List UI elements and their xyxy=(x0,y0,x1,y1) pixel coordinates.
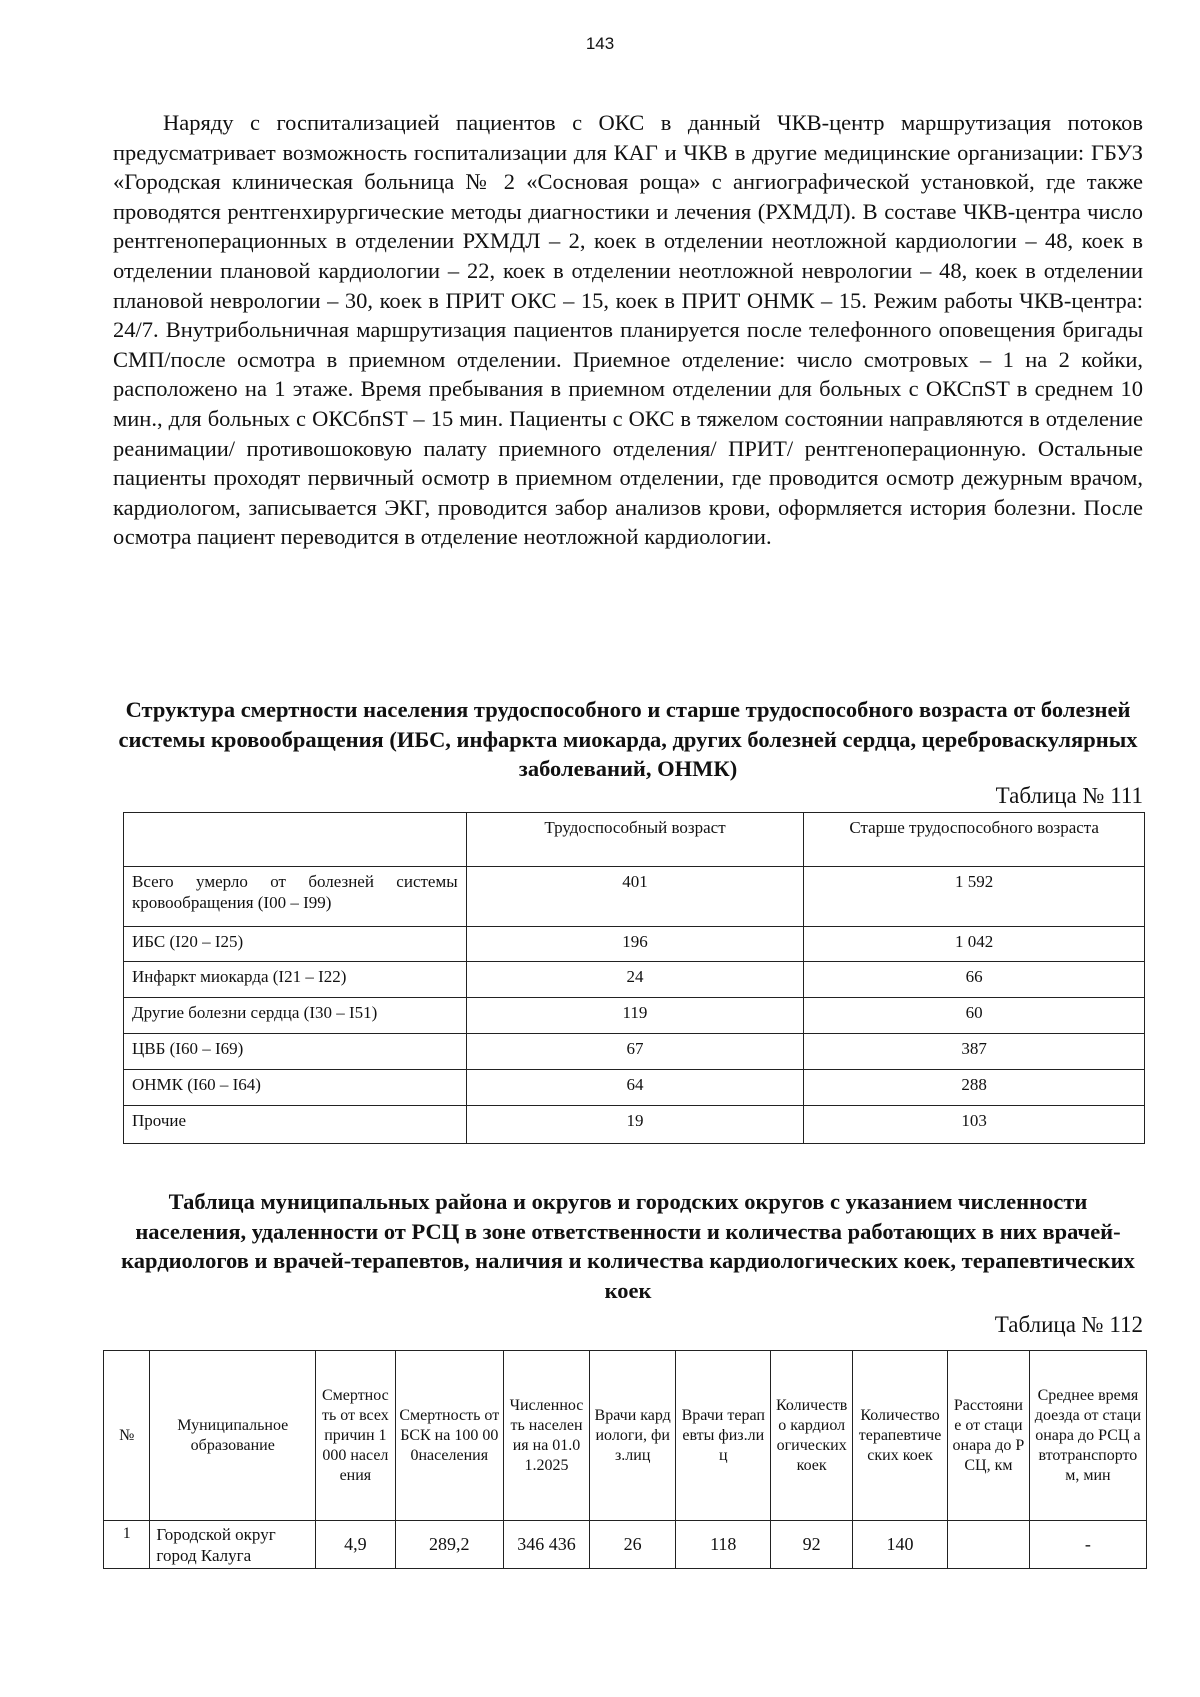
therapy-beds-value: 140 xyxy=(853,1521,948,1569)
municipality-name: Городской округ город Калуга xyxy=(150,1521,316,1569)
working-age-value: 119 xyxy=(466,998,804,1034)
table-row xyxy=(124,1106,1145,1144)
mortality-bsk-value: 289,2 xyxy=(395,1521,503,1569)
row-label: Всего умерло от болезней системы кровообращения (I00 – I99) xyxy=(124,867,467,927)
older-age-value: 288 xyxy=(804,1070,1145,1106)
table-row xyxy=(124,867,1145,927)
table-row xyxy=(124,962,1145,998)
header-mortality-bsk: Смертность от БСК на 100 000населения xyxy=(395,1351,503,1521)
header-therapists: Врачи терапевты физ.лиц xyxy=(676,1351,771,1521)
table-111-heading: Структура смертности населения трудоспособного и старше трудоспособного возраста от болезней системы кровообращения (ИБС, инфаркта миокарда, других болезней сердца, цереброваскулярных заболеваний, ОНМК) xyxy=(118,697,1138,781)
page-number: 143 xyxy=(585,34,615,53)
row-label: Инфаркт миокарда (I21 – I22) xyxy=(124,962,467,998)
older-age-value: 60 xyxy=(804,998,1145,1034)
table-112-caption: Таблица № 112 xyxy=(994,1312,1143,1337)
row-label: Прочие xyxy=(124,1106,467,1144)
mortality-structure-table xyxy=(123,812,1145,1144)
municipal-districts-table xyxy=(103,1350,1147,1569)
header-population: Численность населения на 01.01.2025 xyxy=(503,1351,589,1521)
header-older-age: Старше трудоспособного возраста xyxy=(804,813,1145,867)
population-value: 346 436 xyxy=(503,1521,589,1569)
working-age-value: 67 xyxy=(466,1034,804,1070)
working-age-value: 401 xyxy=(466,867,804,927)
older-age-value: 1 042 xyxy=(804,927,1145,962)
header-mortality-all: Смертность от всех причин 1 000 населения xyxy=(316,1351,396,1521)
table-row xyxy=(124,1034,1145,1070)
working-age-value: 24 xyxy=(466,962,804,998)
cardio-beds-value: 92 xyxy=(771,1521,853,1569)
table-112-heading: Таблица муниципальных района и округов и городских округов с указанием численности населения, удаленности от РСЦ в зоне ответственности и количества работающих в них врачей-кардиологов и врачей-терапевтов, наличия и количества кардиологических коек, терапевтических коек xyxy=(121,1189,1135,1303)
older-age-value: 103 xyxy=(804,1106,1145,1144)
header-distance: Расстояние от стационара до РСЦ, км xyxy=(948,1351,1030,1521)
header-cardio-beds: Количество кардиологических коек xyxy=(771,1351,853,1521)
header-cell-empty xyxy=(124,813,467,867)
table-header-row xyxy=(104,1351,1147,1521)
cardiologists-value: 26 xyxy=(590,1521,676,1569)
header-cardiologists: Врачи кардиологи, физ.лиц xyxy=(590,1351,676,1521)
older-age-value: 1 592 xyxy=(804,867,1145,927)
distance-value xyxy=(948,1521,1030,1569)
header-working-age: Трудоспособный возраст xyxy=(466,813,804,867)
working-age-value: 64 xyxy=(466,1070,804,1106)
row-label: ИБС (I20 – I25) xyxy=(124,927,467,962)
row-label: Другие болезни сердца (I30 – I51) xyxy=(124,998,467,1034)
therapists-value: 118 xyxy=(676,1521,771,1569)
header-municipality: Муниципальное образование xyxy=(150,1351,316,1521)
table-header-row xyxy=(124,813,1145,867)
table-row xyxy=(104,1521,1147,1569)
working-age-value: 196 xyxy=(466,927,804,962)
mortality-all-value: 4,9 xyxy=(316,1521,396,1569)
row-label: ОНМК (I60 – I64) xyxy=(124,1070,467,1106)
older-age-value: 387 xyxy=(804,1034,1145,1070)
body-paragraph: Наряду с госпитализацией пациентов с ОКС в данный ЧКВ-центр маршрутизация потоков предусматривает возможность госпитализации для КАГ и ЧКВ в другие медицинские организации: ГБУЗ «Городская клиническая больница № 2 «Сосновая роща» с ангиографической установкой, где также проводятся рентгенхирургические методы диагностики и лечения (РХМДЛ). В составе ЧКВ-центра число рентгеноперационных в отделении РХМДЛ – 2, коек в отделении неотложной кардиологии – 48, коек в отделении плановой кардиологии – 22, коек в отделении неотложной неврологии – 48, коек в отделении плановой неврологии – 30, коек в ПРИТ ОКС – 15, коек в ПРИТ ОНМК – 15. Режим работы ЧКВ-центра: 24/7. Внутрибольничная маршрутизация пациентов планируется после телефонного оповещения бригады СМП/после осмотра в приемном отделении. Приемное отделение: число смотровых – 1 на 2 койки, расположено на 1 этаже. Время пребывания в приемном отделении для больных с ОКСпST в среднем 10 мин., для больных с ОКСбпST – 15 мин. Пациенты с ОКС в тяжелом состоянии направляются в отделение реанимации/ противошоковую палату приемного отделения/ ПРИТ/ рентгеноперационную. Остальные пациенты проходят первичный осмотр в приемном отделении, где проводится осмотр дежурным врачом, кардиологом, записывается ЭКГ, проводится забор анализов крови, оформляется история болезни. После осмотра пациент переводится в отделение неотложной кардиологии. xyxy=(113,110,1143,550)
table-row xyxy=(124,927,1145,962)
row-index: 1 xyxy=(104,1521,150,1569)
row-label: ЦВБ (I60 – I69) xyxy=(124,1034,467,1070)
table-row xyxy=(124,998,1145,1034)
table-row xyxy=(124,1070,1145,1106)
older-age-value: 66 xyxy=(804,962,1145,998)
header-travel-time: Среднее время доезда от стационара до РСЦ автотранспортом, мин xyxy=(1029,1351,1146,1521)
header-therapy-beds: Количество терапевтических коек xyxy=(853,1351,948,1521)
table-111-caption: Таблица № 111 xyxy=(995,783,1143,808)
header-index: № xyxy=(104,1351,150,1521)
working-age-value: 19 xyxy=(466,1106,804,1144)
travel-time-value: - xyxy=(1029,1521,1146,1569)
